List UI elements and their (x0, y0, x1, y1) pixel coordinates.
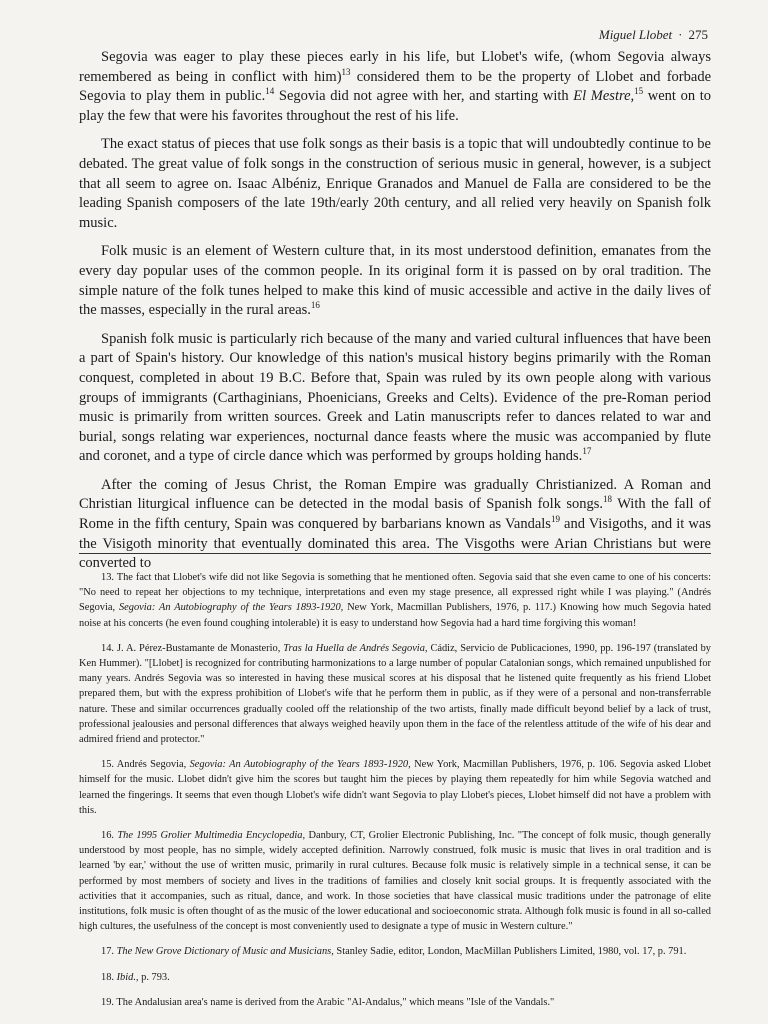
footnote-ref-17: 17 (582, 446, 592, 457)
footnote-14-text-b: Cádiz, Servicio de Publicaciones, 1990, pp. 196-197 (translated by Ken Hummer). "[Llobet] is recognized for contributing harmonizations to a large number of popular Catalonian songs, which remained unpublished for many years. Andrés Segovia was so interested in having these musical scores at his disposal that he listened quite frequently as his friend Llobet prepared them, but with the express prohibition of Llobet's wife that he perform them in public, as if they were of a personal and non-transferrable nature. These and similar occurrences gradually cooled off the relationship of the two artists, finally made difficult beyond belief by a lack of trust, professional jealousies and personal differences that always weighed heavily upon them in the face of the relentless attitude of the wife of his dear and admired friend and protector." (79, 642, 711, 746)
footnote-ref-15: 15 (634, 86, 644, 97)
paragraph-1-text-b: considered them to be the property of Llobet and forbade Segovia to play them in public. (79, 68, 712, 105)
footnote-ref-13: 13 (341, 66, 351, 77)
footnote-divider (79, 553, 711, 554)
paragraph-5-text-a: After the coming of Jesus Christ, the Roman Empire was gradually Christianized. A Roman and Christian liturgical influence can be detected in the modal basis of Spanish folk songs. (79, 476, 711, 513)
footnote-13 (79, 570, 711, 631)
paragraph-4 (79, 330, 711, 467)
footnote-ref-14: 14 (265, 86, 275, 97)
footnote-18-text-a: 18. (101, 971, 117, 983)
paragraph-3-text: Folk music is an element of Western culture that, in its most understood definition, emanates from the every day popular uses of the common people. In its original form it is passed on by oral tradition. The simple nature of the folk tunes helped to make this kind of music accessible and active in the daily lives of the masses, especially in the rural areas. (79, 243, 711, 319)
footnote-16-text-a: 16. (101, 830, 118, 842)
footnote-ref-16: 16 (310, 300, 320, 311)
paragraph-2: The exact status of pieces that use folk songs as their basis is a topic that will undoubtedly continue to be debated. The great value of folk songs in the construction of serious music in general, however, is a subject that all seem to agree on. Isaac Albéniz, Enrique Granados and Manuel de Falla are considered to be the leading Spanish composers of the late 19th/early 20th century, and all relied very heavily on Spanish folk music. (79, 136, 711, 231)
paragraph-3 (79, 242, 711, 320)
paragraph-4-text: Spanish folk music is particularly rich because of the many and varied cultural influences that have been a part of Spain's history. Our knowledge of this nation's musical history begins primarily with the Roman conquest, completed in about 19 B.C. Before that, Spain was ruled by its own people along with various groups of immigrants (Carthaginians, Phoenicians, Greeks and Celts). Evidence of the pre-Roman period music is primarily from written sources. Greek and Latin manuscripts refer to dances related to war and burial, songs relating war experiences, nocturnal dance feasts where the music was accompanied by flute and coronet, and a type of circle dance which was performed by groups holding hands. (79, 330, 711, 465)
paragraph-5-text-c: and Visigoths, and it was the Visigoth minority that eventually dominated this area. The Visgoths were Arian Christians but were converted to (79, 516, 711, 572)
footnote-13-text-b: New York, Macmillan Publishers, 1976, p. 117.) Knowing how much Segovia hated noise at his concerts (he even found coughing intolerable) it is easy to understand how Segovia had a hard time forgiving this woman! (79, 602, 712, 629)
footnote-18 (79, 970, 711, 985)
footnote-17-text-a: 17. (101, 946, 117, 958)
footnote-15-text-a: 15. Andrés Segovia, (101, 759, 190, 771)
footnote-14-text-a: 14. J. A. Pérez-Bustamante de Monasterio, (101, 642, 284, 654)
footnote-ref-19: 19 (550, 514, 560, 525)
paragraph-1 (79, 48, 711, 126)
paragraph-5 (79, 476, 711, 574)
footnote-13-text-a: 13. The fact that Llobet's wife did not like Segovia is something that he mentioned often. Segovia said that she even came to one of his concerts: "No need to repeat her objections to my technique, interpretations and even my stage presence, all expressed right while I was playing." (Andrés Segovia, (79, 572, 711, 614)
footnote-14-title: Tras la Huella de Andrés Segovia, (283, 642, 428, 654)
footnote-18-text-b: p. 793. (138, 971, 170, 983)
footnote-15-title: Segovia: An Autobiography of the Years 1893-1920, (189, 759, 411, 771)
footnote-16-title: The 1995 Grolier Multimedia Encyclopedia, (117, 830, 306, 842)
footnote-15-text-b: New York, Macmillan Publishers, 1976, p. 106. Segovia asked Llobet himself for the music. Llobet didn't give him the scores but taught him the pieces by playing them repeatedly for him while Segovia watched and learned the fingerings. It seems that even though Llobet's wife didn't want Segovia to play Llobet's pieces, Llobet himself did not have a problem with this. (79, 759, 711, 816)
running-head-author: Miguel Llobet (598, 27, 673, 42)
page-number: 275 (688, 27, 708, 42)
footnote-14 (79, 641, 711, 747)
paragraph-1-text-c: Segovia did not agree with her, and starting with (274, 88, 574, 105)
work-title-el-mestre: El Mestre, (573, 88, 635, 105)
footnote-16 (79, 828, 711, 934)
paragraph-1-text-d: went on to play the few that were his favorites throughout the rest of his life. (79, 88, 711, 124)
paragraph-1-text-a: Segovia was eager to play these pieces early in his life, but Llobet's wife, (whom Segovia always remembered as being in conflict with him) (79, 49, 711, 85)
footnote-18-title: Ibid., (116, 971, 139, 983)
running-head (599, 27, 708, 43)
footnote-15 (79, 757, 711, 818)
footnote-19 (79, 995, 711, 1010)
footnotes (79, 570, 711, 1020)
footnote-17 (79, 944, 711, 959)
footnote-17-title: The New Grove Dictionary of Music and Musicians, (116, 946, 334, 958)
body-text (79, 48, 711, 583)
running-head-separator: · (678, 27, 683, 42)
footnote-16-text-b: Danbury, CT, Grolier Electronic Publishing, Inc. "The concept of folk music, though generally understood by most people, has no simple, widely accepted definition. Narrowly construed, folk music is music that lives in oral tradition and is learned 'by ear,' without the use of written music, primarily in rural cultures. Because folk music is relatively simple in a technical sense, it can be performed by most members of society and lives in the traditions of families and closely knit social groups. It is frequently associated with the activities that it accompanies, such as ritual, dance, and work. In those societies that have classical music traditions under the patronage of elite institutions, folk music is often thought of as the music of the lower educational and socioeconomic strata. Although folk music is found in all so-called high cultures, the usefulness of the concept is most conveniently used to designate a type of music in Western culture." (79, 830, 711, 933)
footnote-19-text: 19. The Andalusian area's name is derived from the Arabic "Al-Andalus," which means "Isle of the Vandals." (101, 996, 555, 1008)
footnote-17-text-b: Stanley Sadie, editor, London, MacMillan Publishers Limited, 1980, vol. 17, p. 791. (333, 946, 687, 958)
footnote-13-title: Segovia: An Autobiography of the Years 1893-1920, (118, 602, 344, 614)
paragraph-5-text-b: With the fall of Rome in the fifth century, Spain was conquered by barbarians known as Vandals (79, 496, 711, 533)
footnote-ref-18: 18 (603, 494, 613, 505)
